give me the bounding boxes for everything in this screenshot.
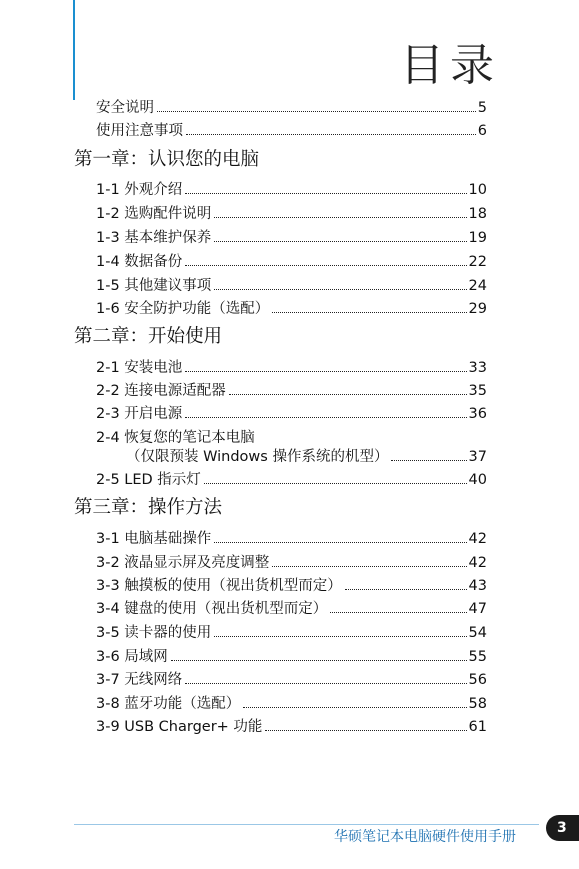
- leader-dots: [157, 111, 476, 112]
- footer-manual-title: 华硕笔记本电脑硬件使用手册: [334, 829, 516, 845]
- toc-entry-label: 1-5 其他建议事项: [96, 278, 212, 294]
- leader-dots: [214, 542, 466, 543]
- leader-dots: [171, 660, 467, 661]
- toc-entry-label: 2-2 连接电源适配器: [96, 383, 226, 399]
- toc-entry-page: 42: [468, 555, 487, 571]
- toc-entry[interactable]: [96, 356, 487, 378]
- toc-entry-page: 42: [468, 531, 487, 547]
- leader-dots: [185, 417, 466, 418]
- toc-entry-page: 10: [468, 182, 487, 198]
- toc-entry-page: 55: [468, 649, 487, 665]
- toc-entry-label: 2-4 恢复您的笔记本电脑: [96, 430, 255, 446]
- toc-entry-label: 3-7 无线网络: [96, 672, 183, 688]
- leader-dots: [345, 589, 467, 590]
- toc-entry[interactable]: [96, 468, 487, 490]
- toc-entry-label: 1-2 选购配件说明: [96, 206, 212, 222]
- toc-entry[interactable]: [96, 297, 487, 319]
- toc-entry-label: 3-2 液晶显示屏及亮度调整: [96, 555, 270, 571]
- chapter-heading[interactable]: 第一章：认识您的电脑: [74, 149, 260, 170]
- toc-entry-page: 36: [468, 406, 487, 422]
- toc-entry[interactable]: [96, 402, 487, 424]
- footer-divider: [74, 824, 539, 825]
- leader-dots: [214, 636, 466, 637]
- leader-dots: [272, 566, 466, 567]
- toc-entry-page: 37: [468, 449, 487, 465]
- toc-entry-label: 安全说明: [96, 100, 154, 116]
- leader-dots: [185, 193, 466, 194]
- toc-entry-page: 22: [468, 254, 487, 270]
- leader-dots: [204, 483, 467, 484]
- toc-entry[interactable]: [96, 574, 487, 596]
- toc-entry-page: 58: [468, 696, 487, 712]
- toc-entry[interactable]: [96, 226, 487, 248]
- leader-dots: [214, 217, 466, 218]
- toc-entry[interactable]: [96, 692, 487, 714]
- leader-dots: [214, 241, 466, 242]
- toc-entry-label: 3-1 电脑基础操作: [96, 531, 212, 547]
- toc-entry[interactable]: [96, 715, 487, 737]
- toc-entry-page: 19: [468, 230, 487, 246]
- page-number-badge: [546, 815, 579, 841]
- toc-entry[interactable]: [96, 96, 487, 118]
- toc-entry[interactable]: [96, 597, 487, 619]
- leader-dots: [185, 683, 466, 684]
- toc-entry[interactable]: [96, 527, 487, 549]
- toc-entry-page: 18: [468, 206, 487, 222]
- toc-entry-label: 3-9 USB Charger+ 功能: [96, 719, 263, 735]
- toc-entry[interactable]: [96, 621, 487, 643]
- toc-entry[interactable]: [96, 379, 487, 401]
- leader-dots: [330, 612, 466, 613]
- toc-entry-label: 2-5 LED 指示灯: [96, 472, 201, 488]
- toc-entry-page: 35: [468, 383, 487, 399]
- leader-dots: [391, 460, 466, 461]
- toc-entry-label: 使用注意事项: [96, 123, 183, 139]
- toc-entry-page: 33: [468, 360, 487, 376]
- toc-entry-label: 3-3 触摸板的使用（视出货机型而定）: [96, 578, 342, 594]
- toc-entry-label: 2-3 开启电源: [96, 406, 183, 422]
- leader-dots: [265, 730, 466, 731]
- toc-entry-label: 3-6 局域网: [96, 649, 168, 665]
- toc-entry-label: 3-8 蓝牙功能（选配）: [96, 696, 241, 712]
- toc-entry[interactable]: [96, 645, 487, 667]
- toc-entry[interactable]: [96, 668, 487, 690]
- toc-entry-label: 2-1 安装电池: [96, 360, 183, 376]
- leader-dots: [185, 371, 466, 372]
- toc-entry[interactable]: [96, 119, 487, 141]
- toc-entry-page: 6: [477, 123, 487, 139]
- leader-dots: [214, 289, 466, 290]
- toc-entry-label: 1-4 数据备份: [96, 254, 183, 270]
- toc-entry-continuation-text: （仅限预装 Windows 操作系统的机型）: [126, 449, 389, 465]
- toc-entry-page: 29: [468, 301, 487, 317]
- leader-dots: [272, 312, 466, 313]
- toc-entry-page: 56: [468, 672, 487, 688]
- page-title: 目录: [400, 40, 500, 91]
- toc-entry[interactable]: [96, 551, 487, 573]
- toc-entry-page: 5: [477, 100, 487, 116]
- toc-entry-page: 61: [468, 719, 487, 735]
- toc-entry-label: 3-4 键盘的使用（视出货机型而定）: [96, 601, 328, 617]
- toc-entry-page: 40: [468, 472, 487, 488]
- toc-entry[interactable]: [96, 178, 487, 200]
- toc-entry-continuation[interactable]: [126, 445, 487, 467]
- chapter-heading[interactable]: 第二章：开始使用: [74, 326, 223, 347]
- toc-entry[interactable]: [96, 250, 487, 272]
- toc-entry-label: 1-3 基本维护保养: [96, 230, 212, 246]
- leader-dots: [243, 707, 466, 708]
- leader-dots: [229, 394, 467, 395]
- toc-entry-page: 47: [468, 601, 487, 617]
- toc-entry-page: 43: [468, 578, 487, 594]
- toc-entry-label: 1-6 安全防护功能（选配）: [96, 301, 270, 317]
- toc-entry-label: 3-5 读卡器的使用: [96, 625, 212, 641]
- toc-entry-page: 24: [468, 278, 487, 294]
- toc-entry-label: 1-1 外观介绍: [96, 182, 183, 198]
- toc-entry[interactable]: [96, 274, 487, 296]
- accent-bar: [73, 0, 75, 100]
- toc-entry-page: 54: [468, 625, 487, 641]
- page-number: 3: [557, 820, 567, 836]
- leader-dots: [186, 134, 476, 135]
- chapter-heading[interactable]: 第三章：操作方法: [74, 497, 223, 518]
- toc-entry[interactable]: [96, 202, 487, 224]
- leader-dots: [185, 265, 466, 266]
